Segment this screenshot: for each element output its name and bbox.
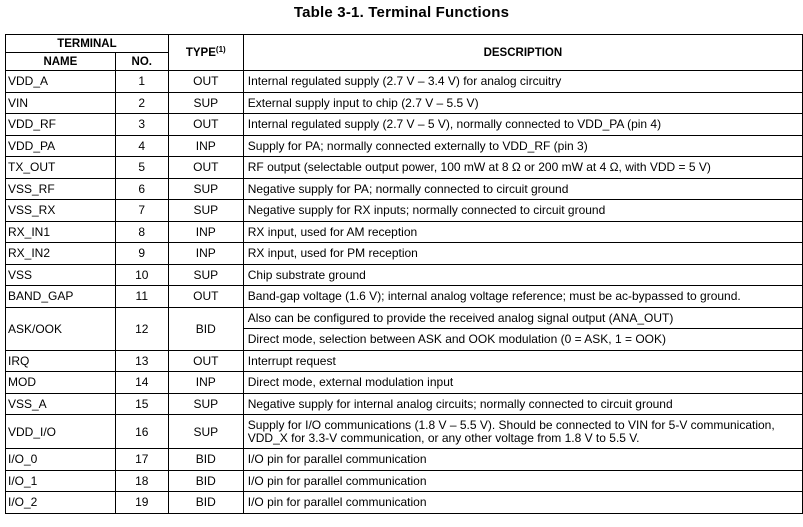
terminal-name-cell: VDD_RF [6,114,116,136]
description-cell: Negative supply for RX inputs; normally connected to circuit ground [243,200,802,222]
description-cell: Supply for I/O communications (1.8 V – 5.5 V). Should be connected to VIN for 5-V communication, VDD_X for 3.3-V communication, or any other voltage from 1.8 V to 5.5 V. [243,415,802,449]
terminal-number-cell: 9 [115,243,168,265]
terminal-number-cell: 13 [115,350,168,372]
table-row [6,200,803,222]
terminal-name-cell: VSS_RF [6,178,116,200]
description-cell: I/O pin for parallel communication [243,492,802,514]
description-cell: I/O pin for parallel communication [243,470,802,492]
table-row [6,92,803,114]
terminal-type-cell: INP [168,372,243,394]
description-cell: Negative supply for internal analog circuits; normally connected to circuit ground [243,393,802,415]
terminal-type-cell: OUT [168,114,243,136]
description-cell: Interrupt request [243,350,802,372]
terminal-name-cell: VSS_RX [6,200,116,222]
terminal-type-cell: SUP [168,200,243,222]
terminal-type-cell: BID [168,492,243,514]
terminal-number-cell: 8 [115,221,168,243]
terminal-type-cell: INP [168,243,243,265]
description-cell: Supply for PA; normally connected externally to VDD_RF (pin 3) [243,135,802,157]
terminal-number-cell: 12 [115,307,168,350]
terminal-name-cell: MOD [6,372,116,394]
description-cell: I/O pin for parallel communication [243,449,802,471]
table-row [6,114,803,136]
description-cell: Direct mode, external modulation input [243,372,802,394]
terminal-name-cell: I/O_0 [6,449,116,471]
table-header [6,35,803,71]
terminal-number-cell: 16 [115,415,168,449]
table-row [6,470,803,492]
terminal-number-cell: 17 [115,449,168,471]
terminal-name-cell: IRQ [6,350,116,372]
terminal-name-cell: BAND_GAP [6,286,116,308]
table-row [6,415,803,449]
terminal-type-cell: SUP [168,178,243,200]
terminal-number-cell: 3 [115,114,168,136]
table-row [6,243,803,265]
terminal-number-cell: 7 [115,200,168,222]
table-row [6,286,803,308]
terminal-number-cell: 11 [115,286,168,308]
terminal-type-cell: INP [168,135,243,157]
terminal-name-cell: VSS [6,264,116,286]
terminal-name-cell: I/O_1 [6,470,116,492]
terminal-type-cell: SUP [168,415,243,449]
terminal-name-cell: RX_IN1 [6,221,116,243]
terminal-type-cell: BID [168,307,243,350]
table-row [6,264,803,286]
terminal-number-cell: 5 [115,157,168,179]
table-row [6,178,803,200]
description-cell: RF output (selectable output power, 100 mW at 8 Ω or 200 mW at 4 Ω, with VDD = 5 V) [243,157,802,179]
terminal-type-cell: INP [168,221,243,243]
terminal-name-cell: VDD_I/O [6,415,116,449]
terminal-number-cell: 6 [115,178,168,200]
table-row [6,449,803,471]
terminal-name-cell: VDD_A [6,71,116,93]
terminal-number-cell: 2 [115,92,168,114]
table-row [6,135,803,157]
terminal-functions-table [5,34,803,514]
description-cell: Internal regulated supply (2.7 V – 3.4 V) for analog circuitry [243,71,802,93]
terminal-number-cell: 18 [115,470,168,492]
description-cell: Also can be configured to provide the received analog signal output (ANA_OUT) [243,307,802,329]
terminal-type-cell: BID [168,470,243,492]
table-row [6,307,803,329]
terminal-type-cell: OUT [168,157,243,179]
terminal-type-cell: OUT [168,71,243,93]
terminal-name-cell: ASK/OOK [6,307,116,350]
terminal-type-cell: SUP [168,264,243,286]
type-footnote-ref: (1) [215,44,226,54]
terminal-number-cell: 4 [115,135,168,157]
terminal-type-cell: SUP [168,92,243,114]
table-row [6,221,803,243]
description-header: DESCRIPTION [243,35,802,71]
description-cell: RX input, used for AM reception [243,221,802,243]
terminal-number-cell: 10 [115,264,168,286]
description-cell: RX input, used for PM reception [243,243,802,265]
type-header-label: TYPE [185,46,216,59]
type-header [168,35,243,71]
terminal-type-cell: BID [168,449,243,471]
table-row [6,372,803,394]
table-row [6,393,803,415]
terminal-type-cell: OUT [168,350,243,372]
description-cell: Chip substrate ground [243,264,802,286]
terminal-number-cell: 1 [115,71,168,93]
terminal-name-cell: TX_OUT [6,157,116,179]
table-row [6,71,803,93]
name-header: NAME [6,53,116,71]
table-body [6,71,803,514]
terminal-number-cell: 14 [115,372,168,394]
terminal-name-cell: RX_IN2 [6,243,116,265]
terminal-name-cell: I/O_2 [6,492,116,514]
terminal-name-cell: VIN [6,92,116,114]
no-header: NO. [115,53,168,71]
terminal-name-cell: VSS_A [6,393,116,415]
terminal-number-cell: 19 [115,492,168,514]
table-title: Table 3-1. Terminal Functions [293,4,510,21]
description-cell: Internal regulated supply (2.7 V – 5 V), normally connected to VDD_PA (pin 4) [243,114,802,136]
description-cell: External supply input to chip (2.7 V – 5.5 V) [243,92,802,114]
terminal-header: TERMINAL [6,35,169,53]
description-cell: Band-gap voltage (1.6 V); internal analog voltage reference; must be ac-bypassed to ground. [243,286,802,308]
terminal-number-cell: 15 [115,393,168,415]
description-cell: Direct mode, selection between ASK and OOK modulation (0 = ASK, 1 = OOK) [243,329,802,351]
description-cell: Negative supply for PA; normally connected to circuit ground [243,178,802,200]
table-row [6,350,803,372]
terminal-name-cell: VDD_PA [6,135,116,157]
terminal-type-cell: OUT [168,286,243,308]
table-row [6,157,803,179]
table-row [6,492,803,514]
terminal-type-cell: SUP [168,393,243,415]
